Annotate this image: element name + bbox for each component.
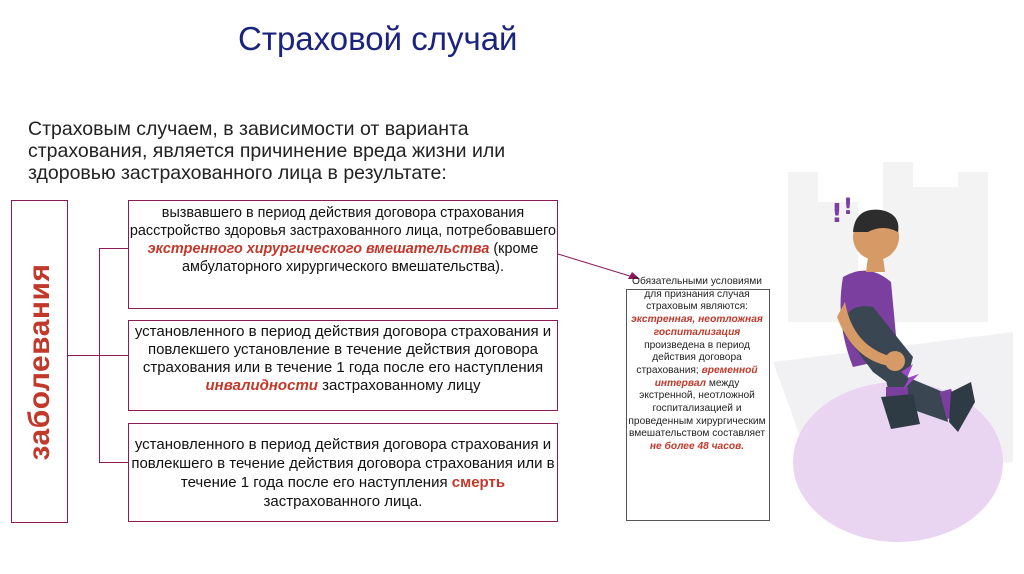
side-note-mid: произведена в период действия договора страхования; bbox=[636, 339, 750, 376]
side-note-highlight-1: экстренная, неотложная госпитализация bbox=[631, 314, 763, 338]
connector-b2 bbox=[99, 355, 128, 356]
b2-highlight: инвалидности bbox=[205, 377, 318, 394]
b3-text-1: установленного в период действия договора страхования и повлекшего в течение действия договора страхования или в течение 1 года после его наступления bbox=[131, 436, 555, 491]
b2-text-2: застрахованному лицу bbox=[322, 377, 481, 394]
condition-box-disability bbox=[128, 320, 558, 411]
side-note-highlight-3: не более 48 часов. bbox=[649, 441, 745, 453]
injured-person-illustration bbox=[773, 132, 1013, 552]
exclamation-icon: ! bbox=[831, 199, 843, 229]
condition-box-death bbox=[128, 423, 558, 522]
connector-b3 bbox=[99, 462, 128, 463]
neck bbox=[866, 257, 885, 272]
b2-text-1: установленного в период действия договора страхования и повлекшего установление в течение действия договора страхования или в течение 1 года после его наступления bbox=[134, 323, 552, 376]
b3-highlight: смерть bbox=[451, 474, 506, 491]
side-note-mid-2: между экстренной, неотложной госпитализацией и проведенным хирургическим вмешательством составляет bbox=[628, 377, 766, 440]
b1-highlight: экстренного хирургического вмешательства bbox=[147, 241, 490, 257]
hand bbox=[885, 351, 905, 371]
condition-box-surgery bbox=[128, 200, 558, 309]
exclamation-icon-2: ! bbox=[843, 195, 854, 220]
connector-b1 bbox=[99, 248, 128, 249]
b3-text-2: застрахованного лица. bbox=[263, 493, 423, 510]
connector-main bbox=[68, 355, 100, 356]
vertical-label: заболевания bbox=[23, 263, 56, 461]
side-note bbox=[626, 276, 768, 454]
b1-text-1: вызвавшего в период действия договора страхования расстройство здоровья застрахованного лица, потребовавшего bbox=[129, 205, 557, 239]
b1-text-2: (кроме амбулаторного хирургического вмешательства). bbox=[182, 241, 539, 275]
intro-text: Страховым случаем, в зависимости от варианта страхования, является причинение вреда жизни или здоровью застрахованного лица в результате: bbox=[28, 118, 506, 184]
side-note-intro: Обязательными условиями для признания случая страховым являются: bbox=[632, 276, 762, 313]
side-note-highlight-2: временной интервал bbox=[654, 364, 758, 389]
page-title: Страховой случай bbox=[238, 20, 518, 57]
